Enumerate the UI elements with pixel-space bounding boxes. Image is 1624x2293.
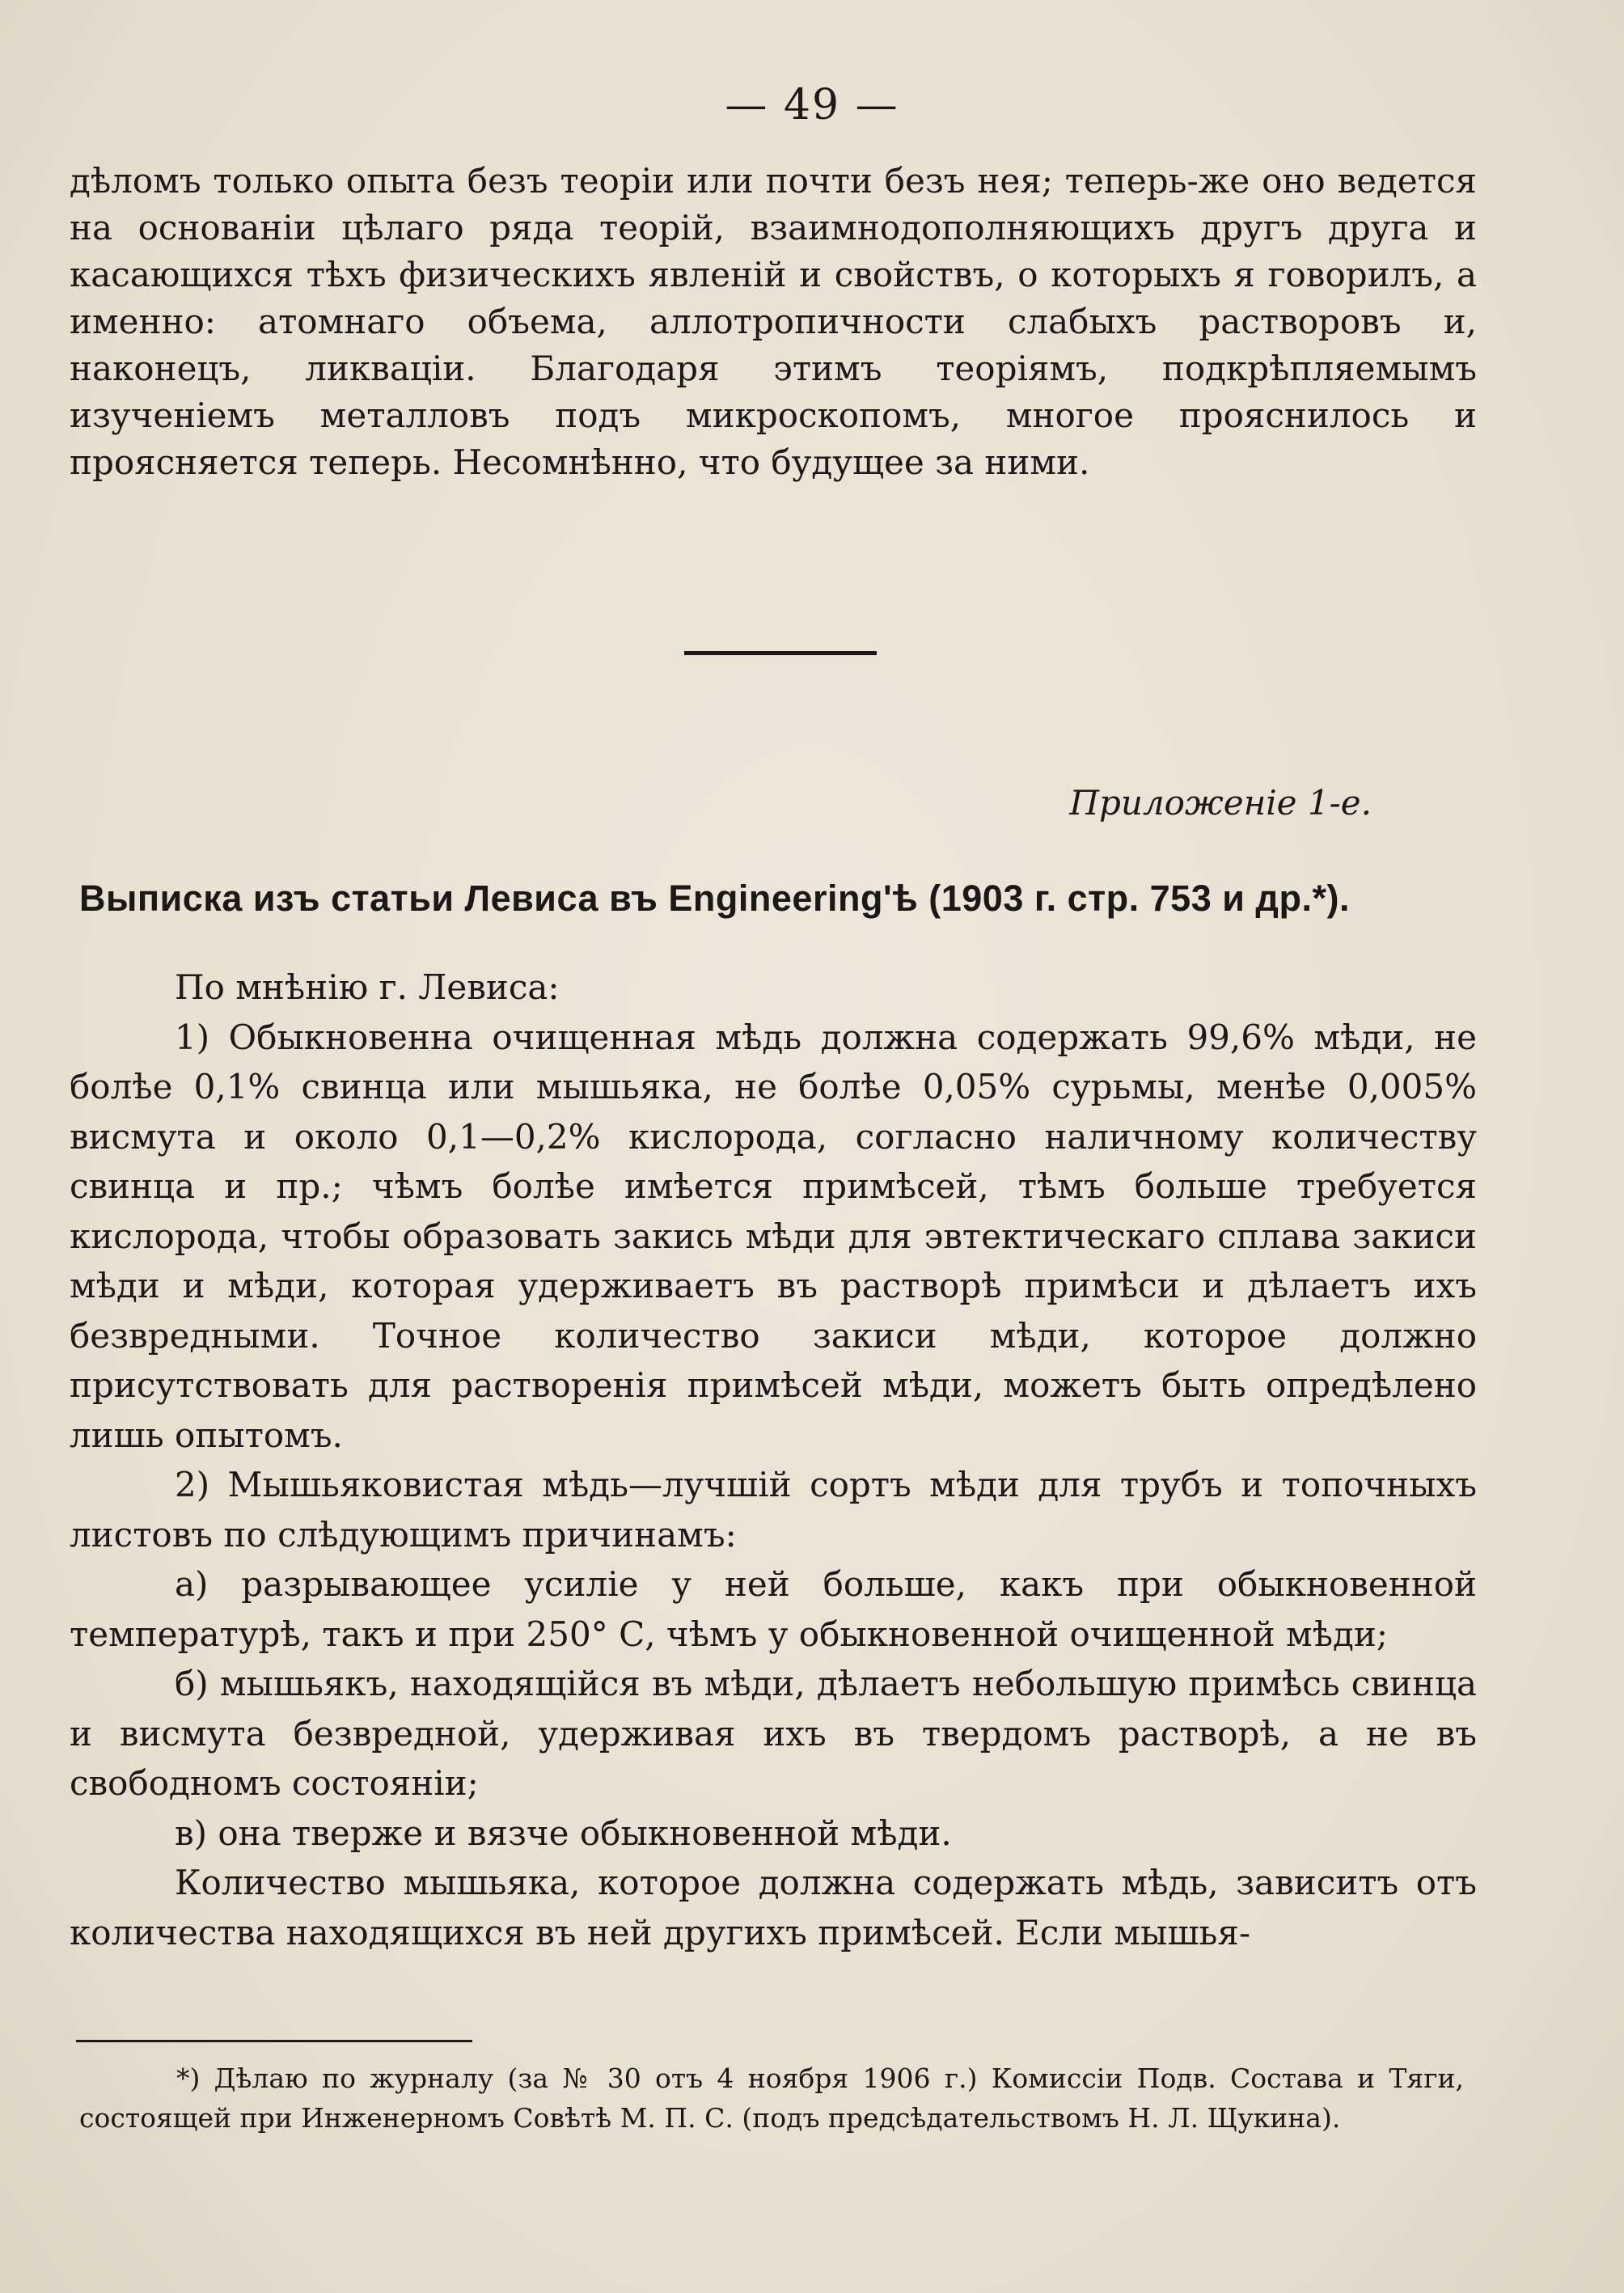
section-divider: [684, 651, 877, 655]
body-point-2c: в) она тверже и вязче обыкновенной мѣди.: [175, 1813, 952, 1853]
appendix-label: Приложеніе 1-е.: [1069, 783, 1372, 823]
footnote: *) Дѣлаю по журналу (за № 30 отъ 4 ноября 1906 г.) Комиссіи Подв. Состава и Тяги, состоящей при Инженерномъ Совѣтѣ М. П. С. (подъ предсѣдательствомъ Н. Л. Щукина).: [79, 2062, 1464, 2134]
body-point-1: 1) Обыкновенна очищенная мѣдь должна содержать 99,6% мѣди, не болѣе 0,1% свинца или мышьяка, не болѣе 0,05% сурьмы, менѣе 0,005% висмута и около 0,1—0,2% кислорода, согласно наличному количеству свинца и пр.; чѣмъ болѣе имѣется примѣсей, тѣмъ больше требуется кислорода, чтобы образовать закись мѣди для эвтектическаго сплава закиси мѣди и мѣди, которая удерживаетъ въ растворѣ примѣси и дѣлаетъ ихъ безвредными. Точное количество закиси мѣди, которое должно присутствовать для растворенія примѣсей мѣди, можетъ быть опредѣлено лишь опытомъ.: [70, 1017, 1477, 1455]
page-number: — 49 —: [725, 81, 899, 129]
intro-paragraph: дѣломъ только опыта безъ теоріи или почти безъ нея; теперь-же оно ведется на основаніи цѣлаго ряда теорій, взаимнодополняющихъ другъ друга и касающихся тѣхъ физическихъ явленій и свойствъ, о которыхъ я говорилъ, а именно: атомнаго объема, аллотропичности слабыхъ растворовъ и, наконецъ, ликваціи. Благодаря этимъ теоріямъ, подкрѣпляемымъ изученіемъ металловъ подъ микроскопомъ, многое прояснилось и проясняется теперь. Несомнѣнно, что будущее за ними.: [70, 161, 1477, 482]
body-point-2b: б) мышьякъ, находящійся въ мѣди, дѣлаетъ небольшую примѣсь свинца и висмута безвредной, удерживая ихъ въ твердомъ растворѣ, а не въ свободномъ состояніи;: [70, 1664, 1477, 1803]
body-closing: Количество мышьяка, которое должна содержать мѣдь, зависитъ отъ количества находящихся въ ней другихъ примѣсей. Если мышья-: [70, 1863, 1477, 1952]
section-heading: Выписка изъ статьи Левиса въ Engineering'ѣ (1903 г. стр. 753 и др.*).: [79, 878, 1350, 919]
body-text: [70, 962, 1477, 1957]
body-point-2a: а) разрывающее усиліе у ней больше, какъ при обыкновенной температурѣ, такъ и при 250° С, чѣмъ у обыкновенной очищенной мѣди;: [70, 1564, 1477, 1654]
body-point-2: 2) Мышьяковистая мѣдь—лучшій сортъ мѣди для трубъ и топочныхъ листовъ по слѣдующимъ причинамъ:: [70, 1465, 1477, 1555]
body-opening: По мнѣнію г. Левиса:: [175, 967, 560, 1007]
footnote-divider: [76, 2040, 472, 2042]
